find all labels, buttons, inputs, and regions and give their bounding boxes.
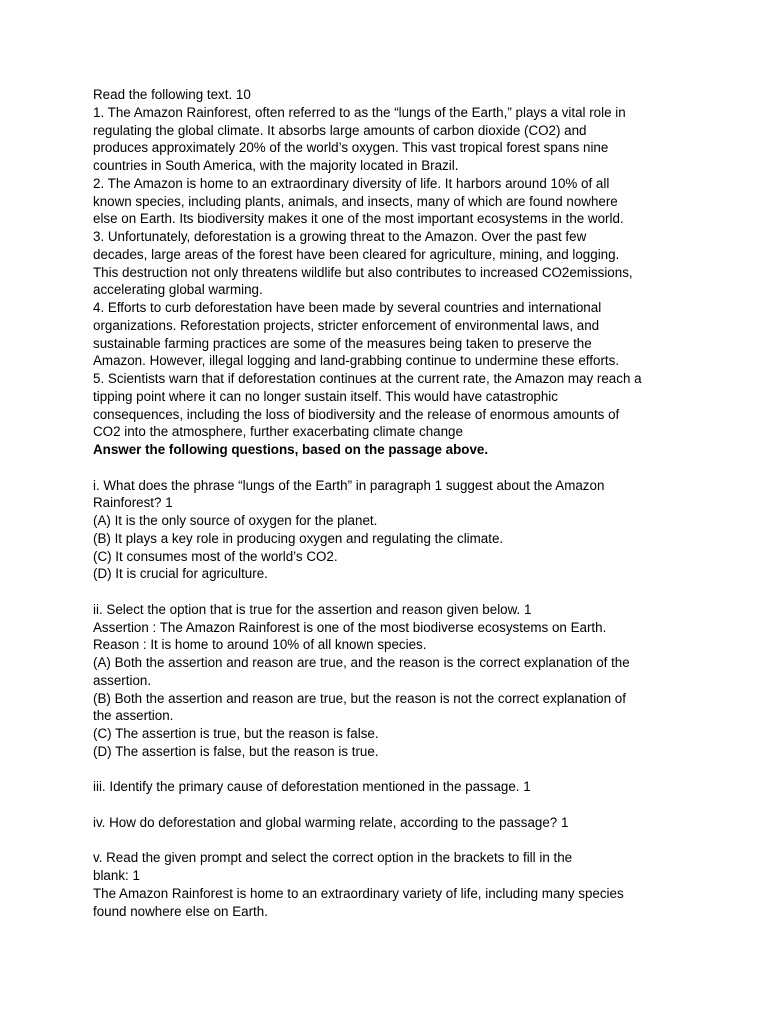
option-a: (A) Both the assertion and reason are true, and the reason is the correct explanation of the [93,655,630,670]
text-line: consequences, including the loss of biodiversity and the release of enormous amounts of [93,406,620,422]
option-a-cont: assertion. [93,672,152,688]
text-line: tipping point where it can no longer sustain itself. This would have catastrophic [93,388,558,404]
option-c: (C) It consumes most of the world’s CO2. [93,548,338,564]
option-a: (A) It is the only source of oxygen for the planet. [93,513,378,528]
intro-line: Read the following text. 10 [93,87,251,102]
option-c: (C) The assertion is true, but the reason is false. [93,726,379,741]
blank-line [93,796,693,814]
question-text: v. Read the given prompt and select the correct option in the brackets to fill in the [93,850,573,866]
option-b-cont: the assertion. [93,708,174,724]
question-1 [93,477,693,584]
paragraph-5 [93,370,693,441]
option-b: (B) Both the assertion and reason are true, but the reason is not the correct explanation of [93,690,626,706]
text-line: accelerating global warming. [93,282,263,298]
option-d: (D) It is crucial for agriculture. [93,566,268,582]
instruction-heading: Answer the following questions, based on the passage above. [93,442,489,457]
text-line: sustainable farming practices are some of the measures being taken to preserve the [93,335,592,351]
blank-line [93,583,693,601]
text-line: 4. Efforts to curb deforestation have been made by several countries and international [93,300,602,315]
text-line: countries in South America, with the majority located in Brazil. [93,158,459,173]
document-page [93,86,693,920]
prompt-text: found nowhere else on Earth. [93,903,268,919]
question-text: ii. Select the option that is true for the assertion and reason given below. 1 [93,601,532,617]
text-line: 1. The Amazon Rainforest, often referred to as the “lungs of the Earth,” plays a vital role in [93,104,626,120]
assertion-text: Assertion : The Amazon Rainforest is one of the most biodiverse ecosystems on Earth. [93,619,607,635]
question-text: i. What does the phrase “lungs of the Earth” in paragraph 1 suggest about the Amazon [93,477,605,493]
question-4: iv. How do deforestation and global warming relate, according to the passage? 1 [93,814,569,830]
text-line: CO2 into the atmosphere, further exacerbating climate change [93,424,463,440]
prompt-text: The Amazon Rainforest is home to an extraordinary variety of life, including many species [93,885,624,901]
blank-line [93,459,693,477]
text-line: decades, large areas of the forest have been cleared for agriculture, mining, and logging. [93,246,620,262]
text-line: known species, including plants, animals, and insects, many of which are found nowhere [93,193,618,209]
question-5 [93,849,693,920]
blank-line [93,761,693,779]
text-line: else on Earth. Its biodiversity makes it one of the most important ecosystems in the world. [93,211,624,227]
paragraph-4 [93,299,693,370]
text-line: 2. The Amazon is home to an extraordinary diversity of life. It harbors around 10% of all [93,175,610,191]
blank-line [93,832,693,850]
paragraph-3 [93,228,693,299]
paragraph-1 [93,104,693,175]
option-d: (D) The assertion is false, but the reason is true. [93,743,379,759]
text-line: 3. Unfortunately, deforestation is a growing threat to the Amazon. Over the past few [93,229,587,244]
passage [93,104,693,441]
paragraph-2 [93,175,693,228]
text-line: 5. Scientists warn that if deforestation continues at the current rate, the Amazon may reach a [93,371,642,386]
question-text: blank: 1 [93,868,140,883]
text-line: organizations. Reforestation projects, stricter enforcement of environmental laws, and [93,317,600,333]
question-3: iii. Identify the primary cause of deforestation mentioned in the passage. 1 [93,779,531,795]
text-line: Amazon. However, illegal logging and land-grabbing continue to undermine these efforts. [93,353,620,369]
text-line: produces approximately 20% of the world’s oxygen. This vast tropical forest spans nine [93,140,609,156]
text-line: This destruction not only threatens wildlife but also contributes to increased CO2emissions, [93,264,633,280]
text-line: regulating the global climate. It absorbs large amounts of carbon dioxide (CO2) and [93,122,587,138]
question-2 [93,601,693,761]
question-text: Rainforest? 1 [93,495,173,511]
reason-text: Reason : It is home to around 10% of all known species. [93,637,427,653]
option-b: (B) It plays a key role in producing oxygen and regulating the climate. [93,530,504,546]
